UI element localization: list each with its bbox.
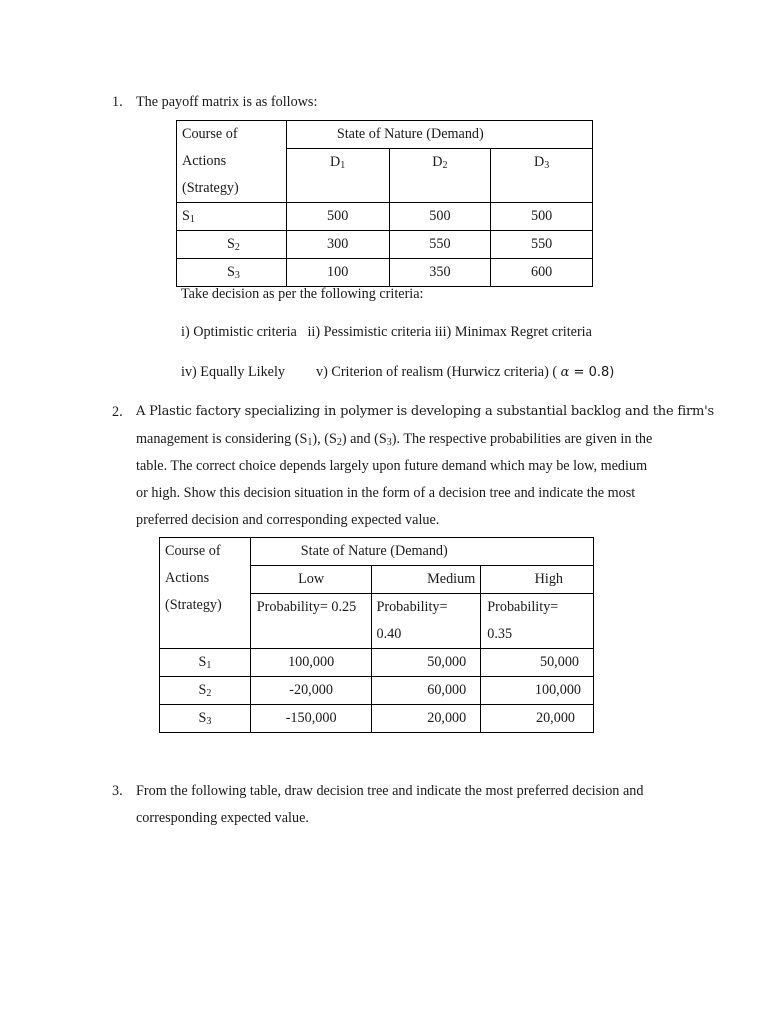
q2-row-label-s2: $S_2$ bbox=[160, 677, 251, 705]
table-row bbox=[177, 231, 593, 259]
alpha-value: = 0.8) bbox=[569, 365, 615, 380]
table-cell: -150,000 bbox=[250, 705, 372, 733]
table-row bbox=[160, 705, 594, 733]
q1-corner-line: (Strategy) bbox=[182, 180, 239, 196]
table-cell: 550 bbox=[491, 231, 593, 259]
table-cell: 50,000 bbox=[481, 649, 594, 677]
q1-hurwicz-label: v) Criterion of realism (Hurwicz criteria) ( bbox=[316, 364, 558, 380]
q1-criteria-line2-a: iv) Equally Likely bbox=[181, 364, 286, 380]
q3-line1: From the following table, draw decision tree and indicate the most preferred decision and bbox=[136, 783, 644, 799]
table-cell: 350 bbox=[389, 259, 491, 287]
q2-prob-medium: Probability= 0.40 bbox=[372, 594, 481, 649]
q2-decision-table bbox=[159, 537, 594, 733]
q2-corner-cell bbox=[160, 538, 251, 649]
q1-col-header-d2: $D_2$ bbox=[389, 149, 491, 203]
q2-prob-low: Probability= 0.25 bbox=[250, 594, 372, 649]
table-cell: 100,000 bbox=[250, 649, 372, 677]
q2-col-header-high: High bbox=[481, 566, 594, 594]
q2-row-label-s3: $S_3$ bbox=[160, 705, 251, 733]
q1-col-header-d1: $D_1$ bbox=[286, 149, 389, 203]
q1-row-label-s2: $S_2$ bbox=[177, 231, 287, 259]
table-cell: 600 bbox=[491, 259, 593, 287]
q1-corner-cell bbox=[177, 121, 287, 203]
q2-line2: management is considering $(S_1)$, $(S_2)$ and $(S_3)$. The respective probabilities are given in the bbox=[136, 431, 653, 448]
q2-col-header-low: Low bbox=[250, 566, 372, 594]
q1-table-header-row bbox=[177, 121, 593, 149]
q1-row-label-s3: $S_3$ bbox=[177, 259, 287, 287]
q2-table-header-row bbox=[160, 538, 594, 566]
q1-number: 1. bbox=[112, 94, 123, 110]
table-cell: 300 bbox=[286, 231, 389, 259]
q1-payoff-table bbox=[176, 120, 593, 287]
q2-state-header: State of Nature (Demand) bbox=[250, 538, 593, 566]
q2-corner-line: Course of bbox=[165, 543, 221, 559]
table-cell: 100 bbox=[286, 259, 389, 287]
table-cell: 500 bbox=[491, 203, 593, 231]
q2-line3: table. The correct choice depends largely upon future demand which may be low, medium bbox=[136, 458, 648, 474]
q2-col-header-medium: Medium bbox=[372, 566, 481, 594]
q2-number: 2. bbox=[112, 404, 123, 420]
q2-line1: A Plastic factory specializing in polymer is developing a substantial backlog and the firm's bbox=[136, 404, 714, 419]
table-row bbox=[160, 677, 594, 705]
q1-corner-line: Course of bbox=[182, 126, 238, 142]
q1-intro: The payoff matrix is as follows: bbox=[136, 94, 318, 110]
q2-corner-line: Actions bbox=[165, 570, 210, 586]
q1-row-label-s1: $S_1$ bbox=[177, 203, 287, 231]
q1-state-header: State of Nature (Demand) bbox=[286, 121, 592, 149]
q3-number: 3. bbox=[112, 783, 123, 799]
table-row bbox=[160, 649, 594, 677]
table-cell: 500 bbox=[286, 203, 389, 231]
q3-line2: corresponding expected value. bbox=[136, 810, 309, 826]
alpha-symbol: α bbox=[560, 365, 570, 380]
table-row bbox=[177, 203, 593, 231]
q2-line5: preferred decision and corresponding expected value. bbox=[136, 512, 440, 528]
q1-criteria-line1: i) Optimistic criteria ii) Pessimistic criteria iii) Minimax Regret criteria bbox=[181, 324, 592, 340]
q1-corner-line: Actions bbox=[182, 153, 227, 169]
q2-corner-line: (Strategy) bbox=[165, 597, 222, 613]
q1-criteria-line2-b bbox=[316, 362, 614, 383]
q2-line4: or high. Show this decision situation in the form of a decision tree and indicate the most bbox=[136, 485, 636, 501]
q2-row-label-s1: $S_1$ bbox=[160, 649, 251, 677]
table-cell: 100,000 bbox=[481, 677, 594, 705]
table-cell: 50,000 bbox=[372, 649, 481, 677]
table-cell: -20,000 bbox=[250, 677, 372, 705]
table-cell: 20,000 bbox=[372, 705, 481, 733]
q2-prob-high: Probability= 0.35 bbox=[481, 594, 594, 649]
table-cell: 500 bbox=[389, 203, 491, 231]
table-cell: 550 bbox=[389, 231, 491, 259]
q1-col-header-d3: $D_3$ bbox=[491, 149, 593, 203]
table-cell: 60,000 bbox=[372, 677, 481, 705]
table-cell: 20,000 bbox=[481, 705, 594, 733]
q1-after-table: Take decision as per the following criteria: bbox=[181, 286, 424, 302]
table-row bbox=[177, 259, 593, 287]
